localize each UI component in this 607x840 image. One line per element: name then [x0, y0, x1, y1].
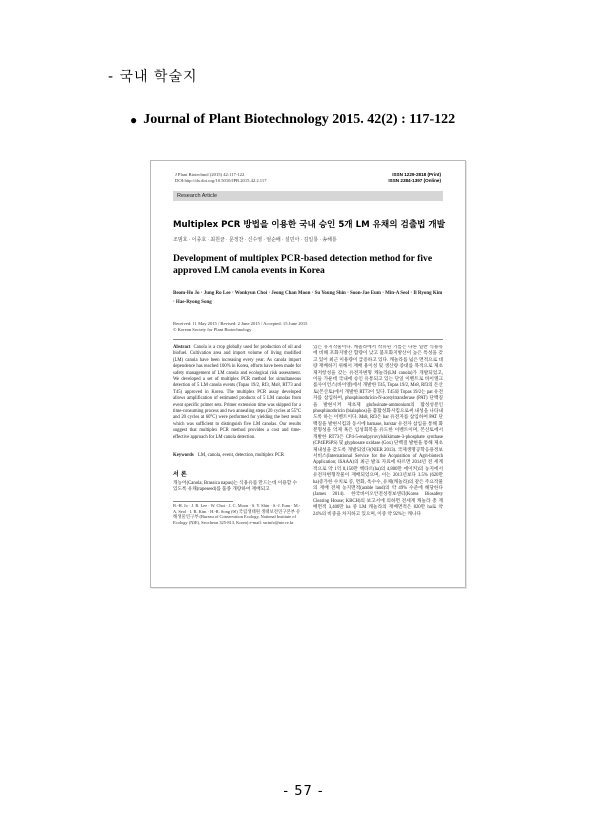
issn-print: ISSN 1229-2818 (Print): [392, 172, 441, 177]
journal-citation-text: Journal of Plant Biotechnology 2015. 42(2) : 117-122: [143, 112, 456, 127]
abstract-heading: Abstract: [173, 345, 191, 350]
doi: DOI:http://dx.doi.org/10.5010/JPB.2015.42.2.117: [175, 178, 267, 183]
keywords-text: LM, canola, event, detection, multiplex PCR: [198, 453, 284, 458]
intro-heading: 서 론: [173, 471, 187, 478]
korean-authors: 조범호 · 이종호 · 최원균 · 문정찬 · 신수영 · 엄순배 · 설민아 · 김일룡 · 송해룡: [173, 238, 337, 243]
keywords: [173, 453, 301, 458]
research-article-bar: Research Article: [173, 191, 443, 201]
korean-title: Multiplex PCR 방법을 이용한 국내 승인 5개 LM 유채의 검출법 개발: [173, 220, 446, 230]
abstract-text: Canola is a crop globally used for production of oil and biofuel. Cultivation area and import volume of living modified (LM) canola have been increasing every year. As canola import dependence has reached 100% in Korea, efforts have been made for safety management of LM canola and ecological risk assessment. We developed a set of multiplex PCR method for simultaneous detection of 5 LM canola events (Topas 19/2, Rf3, Ms8, RT73 and T45) approved in Korea. The multiplex PCR assay developed allows amplification of estimated products of 5 LM canolas from event specific primer sets. Primer extension time was skipped for a time-consuming process and two annealing steps (20 cycles at 55°C and 20 cycles at 60°C) were performed for yielding the best result which was sufficient to distinguish five LM canolas. Our results suggest that multiplex PCR method provides a cost and time-effective approach for LM canola detection.: [173, 345, 301, 440]
english-title: Development of multiplex PCR-based detection method for five approved LM canola events in Korea: [173, 253, 433, 276]
received-line: Received: 11 May 2015 / Revised: 2 June 2015 / Accepted: 15 June 2015: [173, 321, 308, 326]
section-label: - 국내 학술지: [108, 69, 198, 85]
keywords-heading: Keywords: [173, 453, 194, 458]
abstract: [173, 345, 301, 441]
divider: [173, 339, 443, 340]
received-dates: [173, 321, 307, 333]
paper-thumbnail: [150, 160, 466, 588]
english-authors: Beom-Ho Jo · Jung Ro Lee · Wonkyun Choi · Jeong Chan Moon · Su Young Shin · Soon-Jae Eum · Min-A Seol · Il Ryong Kim · Hae-Ryong Song: [173, 291, 443, 305]
bullet-icon: ●: [130, 112, 138, 127]
paper-header-right: [388, 172, 441, 184]
intro-text: 개농어(Canola; Brassica napus)는 식용유를 만드는데 이용할 수 있도록 유채(rapeseed)를 품종 개량하여 재배되고: [173, 481, 297, 493]
journal-citation: [130, 112, 455, 128]
page-number: - 57 -: [283, 784, 324, 799]
copyright-line: © Korean Society for Plant Biotechnology: [173, 327, 252, 332]
issn-online: ISSN 2384-1397 (Online): [388, 178, 441, 183]
author-footnote: B.-H. Jo · J. R. Lee · W. Choi · J. C. Moon · S. Y. Shin · S.-J. Eum · M.-A. Seol · I. R. Kim · H.-R. Song (✉) 국립생태원 생태보전연구본부 유해생물연구부 (Bureau of Conservation Ecology, National Institute of Ecology (NIE), Seocheon 325-813, Korea) e-mail: ssrinfo@nie.re.kr: [173, 503, 301, 525]
paper-header-left: [175, 172, 267, 184]
footnote-divider: [173, 501, 233, 502]
journal-ref: J Plant Biotechnol (2015) 42:117-122: [175, 172, 245, 177]
right-column-text: 있는 유지작물이다. 캐놀라에서 착유된 기름은 다른 일반 식용유에 비해 포화지방산 함량이 낮고 불포화지방산이 높은 특성을 갖고 있어 최근 이용량이 급증하고 있다. 캐놀라를 넓은 면적으로 대량 재배하기 위해서 재배 용이성 및 생산량 증대를 목적으로 제초제저항성을 갖는 유전자변형 캐놀라(LM canola)가 개발되었고, 이들 가운데 국내에 승인 유통되고 있는 단일 이벤트로 바이엘크롭사이언스(바이엘)에서 개발한 T45, Topas 19/2, Ms8, Rf3의 돈산토(몬산토)에서 개발한 RT73이 있다. T45와 Topas 19/2는 pat 유전자를 삽입하여, phosphinothricin-N-acetyltransferase (PAT) 단백질을 발현시켜 제초제 glufosinate-ammonium의 활성성분인 phosphinothricin (bialaphos)을 불활성화시킴으로써 내성을 나타내도록 하는 이벤트이다. Ms8, Rf3은 bar 유전자를 삽입하여 PAT 단백질을 발현시킴과 동시에 barnase, barstar 유전자 삽입을 통해 화분형성을 억제 혹은 임성회복을 유도한 이벤트이며, 몬산토에서 개발한 RT73은 CP4-5-enolpyruvylshikimate-3-phosphate synthase (CP4EPSPS) 및 glyphosate oxidase (Gox) 단백질 발현을 통해 제초제내성을 갖도록 개발되었다(NIER 2013). 국제생명공학응용정보서비스(International Service for the Acquisition of Agri-biotech Application; ISAAA)의 최근 발표 자료에 따르면 2014년 전 세계적으로 약 1억 8,150만 헥타르(ha)의 4,800만 에이커)의 농지에서 유전자변형작물이 재배되었으며, 이는 2013년보다 3.5% (620만 ha)증가한 수치로 콩, 면화, 옥수수, 유채(캐놀라)의 같은 주요작물의 재배 전체 농지면적(arable land)의 약 49% 수준에 해당한다(James 2014). 한국바이오안전성정보센터(Korea Biosafety Clearing House; KBCH)의 보고서에 의하면 전세계 캐놀라 총 재배면적 3,400만 ha 중 LM 캐놀라의 재배면적은 820만 ha로 약 24%의 비중을 차지하고 있으며, 이중 약 92%는 캐나다: [313, 345, 443, 517]
